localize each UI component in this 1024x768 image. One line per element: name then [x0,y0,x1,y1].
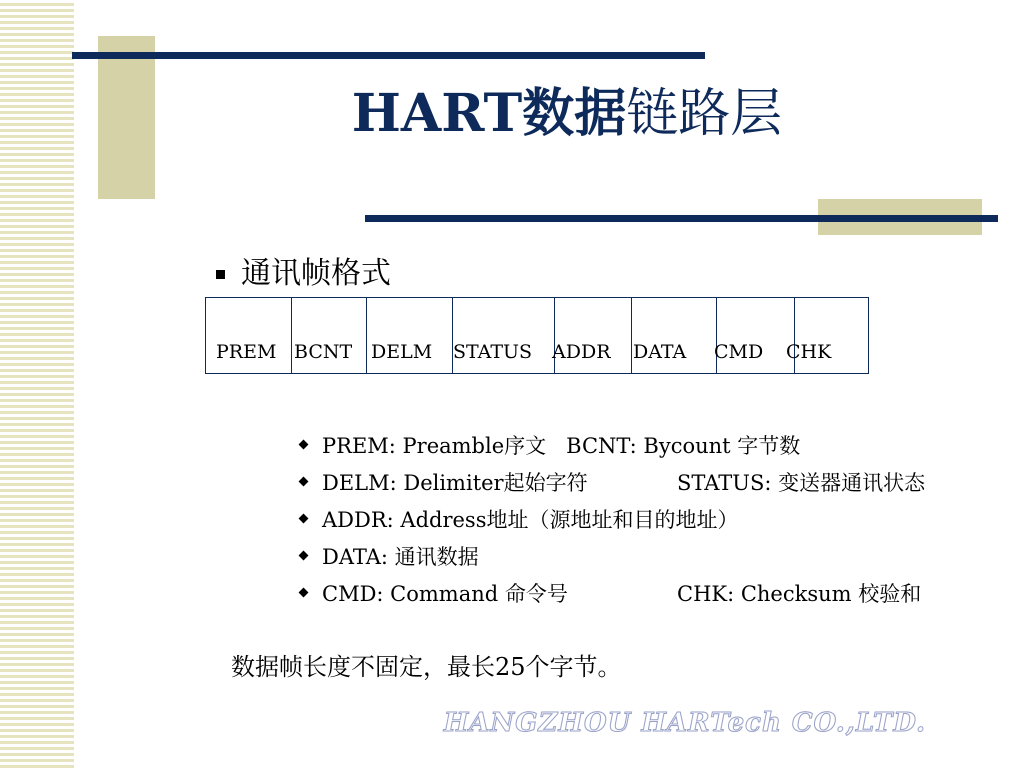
definition-row [300,500,800,537]
definition-row [300,574,922,611]
table-divider [291,298,292,373]
field-chk: CHK [786,341,832,363]
field-prem: PREM [216,341,277,363]
company-watermark: HANGZHOU HARTech CO.,LTD. [443,708,926,738]
definition-left: PREM: Preamble序文 [322,433,547,458]
definitions-list [300,426,926,611]
title-bold-part: HART数据 [351,83,627,144]
field-delm: DELM [371,341,433,363]
title-rest-part: 链路层 [626,84,783,144]
frame-format-table [205,297,869,374]
square-bullet-icon [216,270,225,279]
field-addr: ADDR [552,341,611,363]
diamond-bullet-icon [299,551,309,561]
definition-right: STATUS: 变送器通讯状态 [677,470,926,495]
table-divider [366,298,367,373]
definition-right: BCNT: Bycount 字节数 [566,433,801,458]
definition-left: DELM: Delimiter起始字符 [322,470,588,495]
navy-bar-bottom [365,215,998,222]
diamond-bullet-icon [299,588,309,598]
slide-title [0,83,1024,144]
field-status: STATUS [453,341,533,363]
main-bullet-text: 通讯帧格式 [241,256,391,291]
definition-left: CMD: Command 命令号 [322,581,568,606]
definition-row [300,537,800,574]
diamond-bullet-icon [299,477,309,487]
main-bullet [216,248,391,292]
definition-left: ADDR: Address地址（源地址和目的地址） [322,507,739,532]
diamond-bullet-icon [299,514,309,524]
diamond-bullet-icon [299,440,309,450]
definition-left: DATA: 通讯数据 [322,544,479,569]
field-bcnt: BCNT [294,341,353,363]
frame-length-note: 数据帧长度不固定，最长25个字节。 [231,653,622,681]
field-cmd: CMD [714,341,764,363]
navy-bar-top [72,52,705,59]
definition-row [300,463,926,500]
definition-right: CHK: Checksum 校验和 [677,581,922,606]
definition-row [300,426,800,463]
field-data: DATA [633,341,687,363]
table-divider [631,298,632,373]
